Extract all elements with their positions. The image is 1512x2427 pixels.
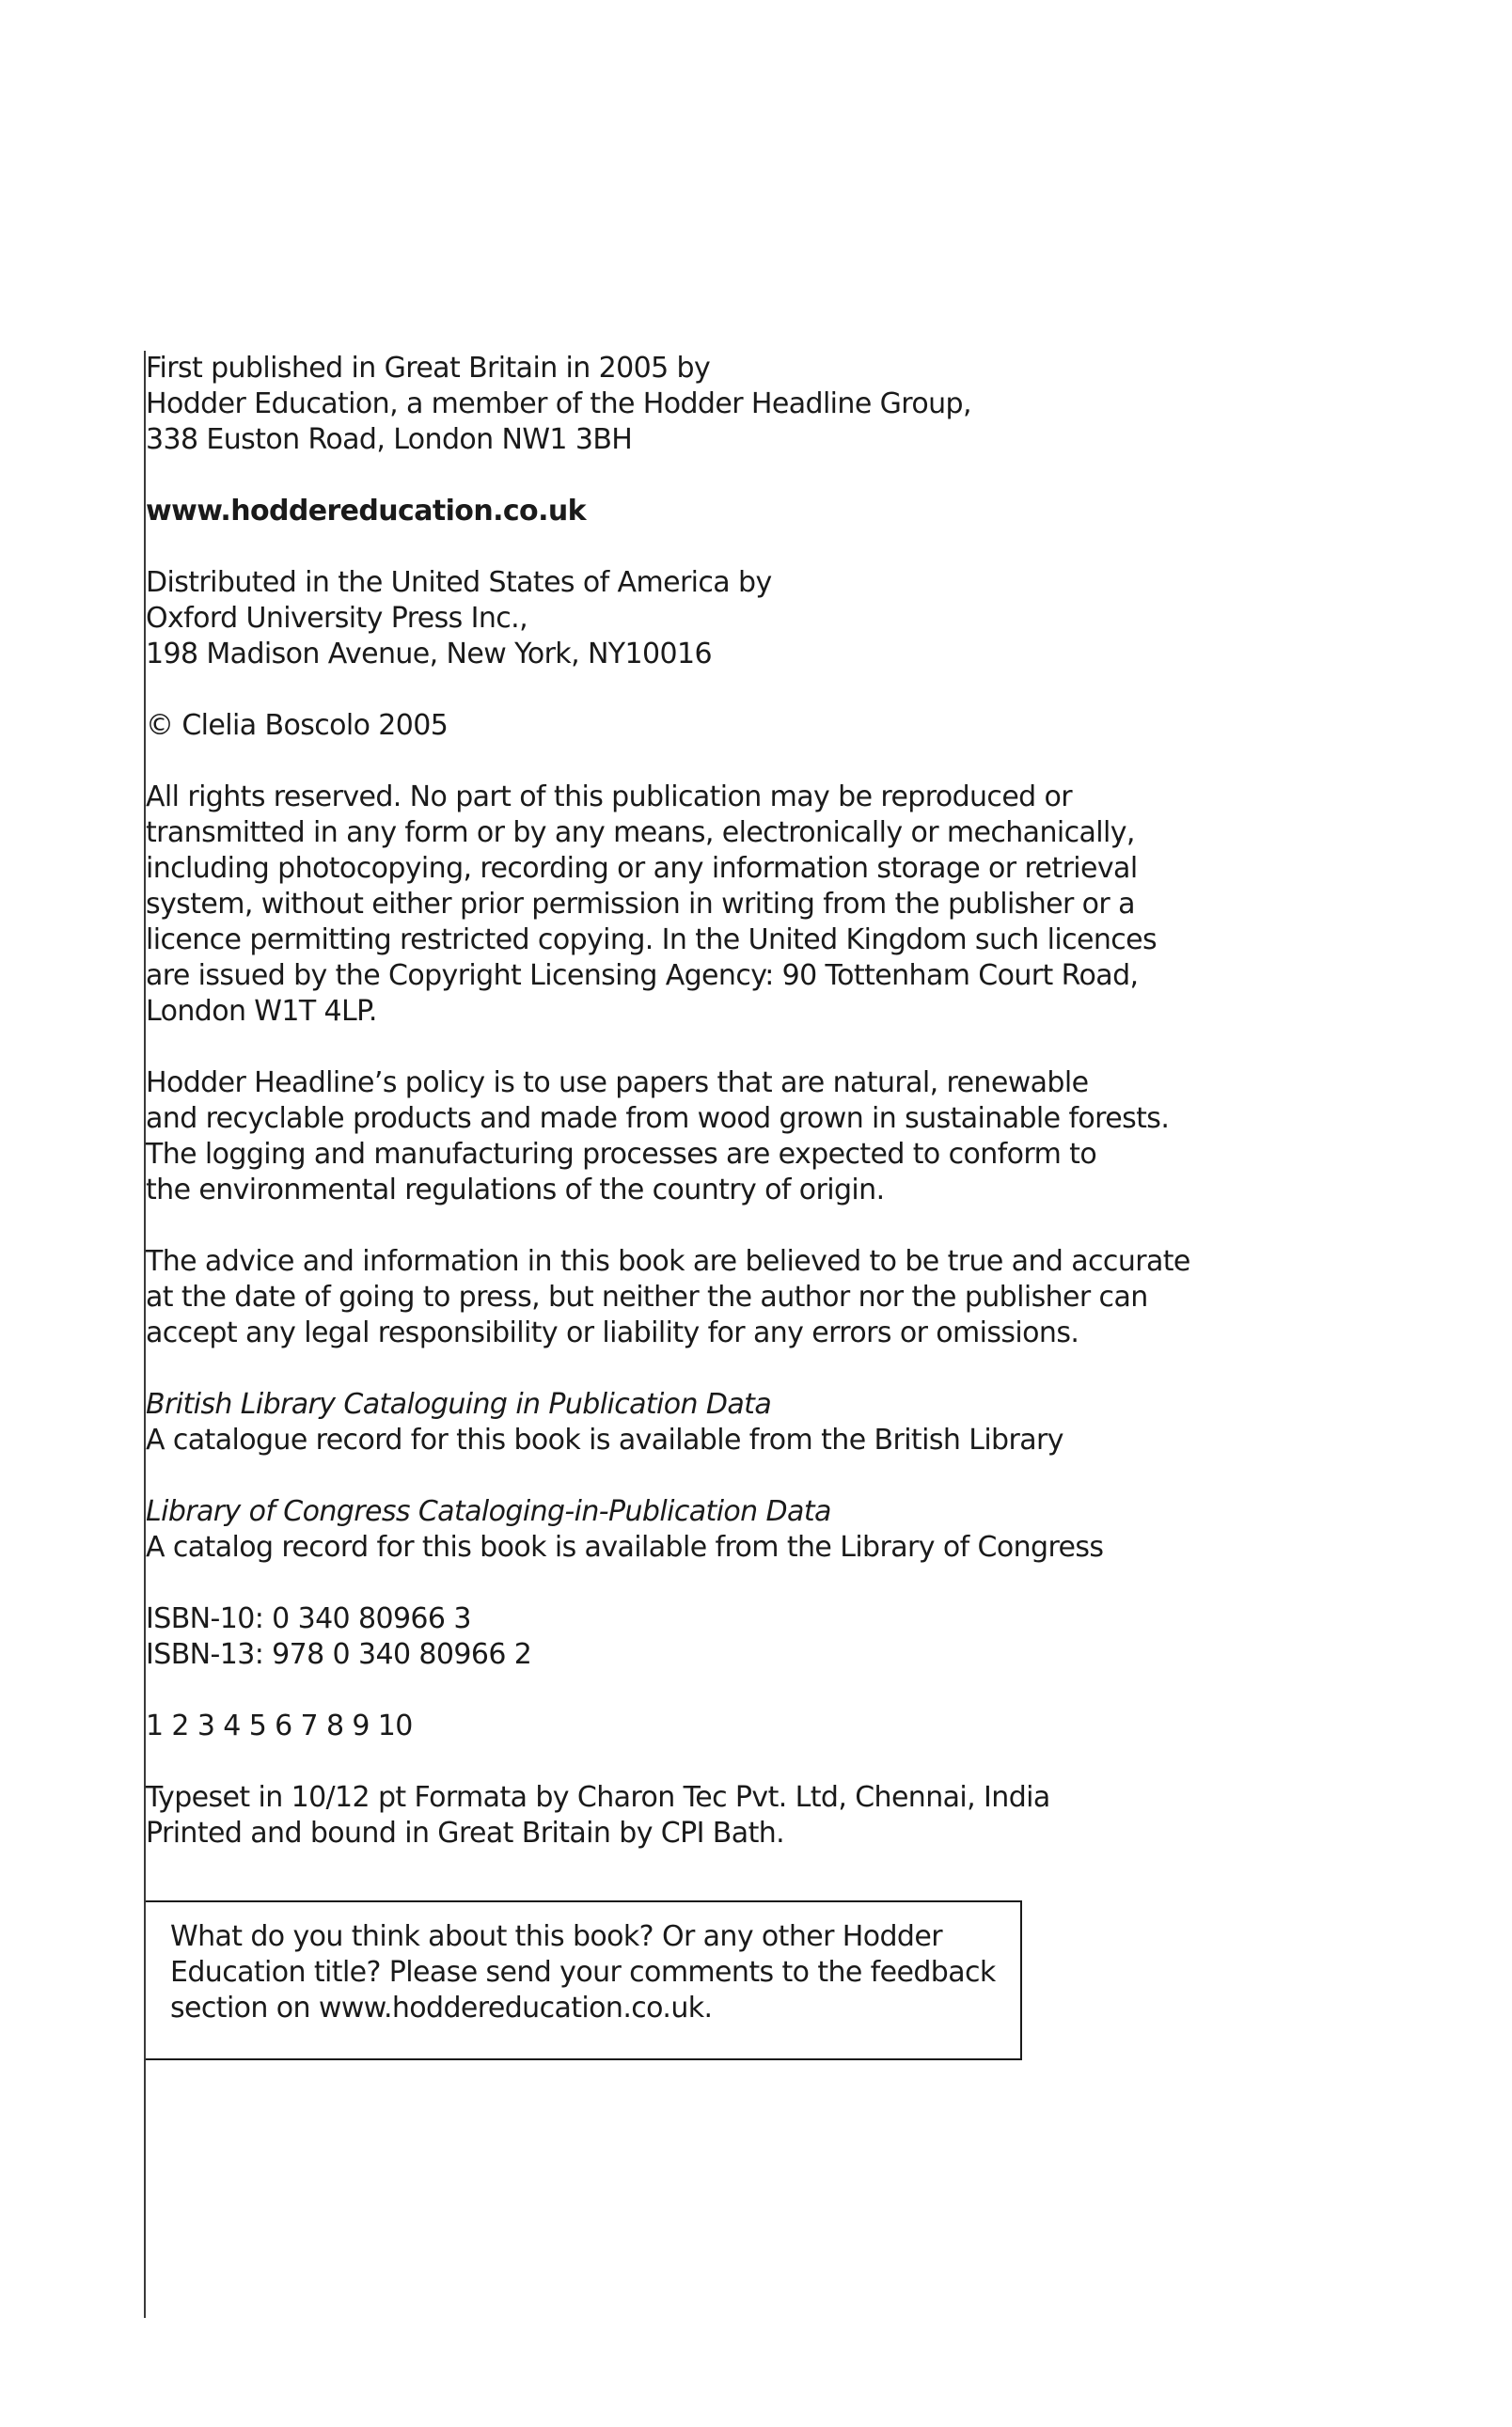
isbn-block: [146, 1601, 1255, 1673]
british-library-block: [146, 1387, 1255, 1458]
isbn-13: ISBN-13: 978 0 340 80966 2: [146, 1638, 532, 1671]
print-line-block: [146, 1709, 1255, 1744]
text-line: Printed and bound in Great Britain by CPI Bath.: [146, 1817, 785, 1850]
text-line: including photocopying, recording or any information storage or retrieval: [146, 852, 1138, 885]
text-line: are issued by the Copyright Licensing Agency: 90 Tottenham Court Road,: [146, 959, 1139, 992]
imprint-text: [146, 351, 1255, 1852]
paper-policy-block: [146, 1065, 1255, 1208]
text-line: The advice and information in this book are believed to be true and accurate: [146, 1245, 1190, 1278]
text-line: What do you think about this book? Or any other Hodder: [170, 1920, 942, 1953]
library-of-congress-heading: Library of Congress Cataloging-in-Publication Data: [146, 1495, 831, 1528]
first-published-block: [146, 351, 1255, 458]
distribution-block: [146, 565, 1255, 672]
text-line: transmitted in any form or by any means, electronically or mechanically,: [146, 816, 1135, 849]
print-line: 1 2 3 4 5 6 7 8 9 10: [146, 1710, 413, 1742]
text-line: All rights reserved. No part of this publication may be reproduced or: [146, 780, 1073, 813]
text-line: London W1T 4LP.: [146, 995, 377, 1028]
british-library-text: A catalogue record for this book is available from the British Library: [146, 1424, 1063, 1457]
copyright-notice: © Clelia Boscolo 2005: [146, 709, 449, 742]
website-block: [146, 494, 1255, 529]
text-line: Hodder Headline’s policy is to use papers that are natural, renewable: [146, 1066, 1089, 1099]
british-library-heading: British Library Cataloguing in Publication Data: [146, 1388, 772, 1421]
text-line: 338 Euston Road, London NW1 3BH: [146, 423, 633, 456]
text-line: Typeset in 10/12 pt Formata by Charon Tec Pvt. Ltd, Chennai, India: [146, 1781, 1050, 1814]
text-line: system, without either prior permission in writing from the publisher or a: [146, 888, 1135, 921]
feedback-box: [146, 1900, 1022, 2060]
text-line: accept any legal responsibility or liability for any errors or omissions.: [146, 1316, 1079, 1349]
text-line: at the date of going to press, but neither the author nor the publisher can: [146, 1281, 1148, 1314]
text-line: and recyclable products and made from wood grown in sustainable forests.: [146, 1102, 1170, 1135]
text-line: Oxford University Press Inc.,: [146, 602, 528, 635]
isbn-10: ISBN-10: 0 340 80966 3: [146, 1602, 471, 1635]
text-line: Education title? Please send your comments to the feedback: [170, 1956, 996, 1989]
text-line: the environmental regulations of the country of origin.: [146, 1174, 885, 1206]
website-link[interactable]: www.hoddereducation.co.uk: [146, 495, 586, 528]
text-line: Hodder Education, a member of the Hodder Headline Group,: [146, 387, 971, 420]
copyright-block: [146, 708, 1255, 744]
text-line: The logging and manufacturing processes are expected to conform to: [146, 1138, 1097, 1171]
text-line: Distributed in the United States of America by: [146, 566, 772, 599]
rights-block: [146, 780, 1255, 1030]
library-of-congress-text: A catalog record for this book is available from the Library of Congress: [146, 1531, 1104, 1564]
advice-block: [146, 1244, 1255, 1351]
text-line: 198 Madison Avenue, New York, NY10016: [146, 638, 712, 670]
text-line: section on www.hoddereducation.co.uk.: [170, 1992, 713, 2025]
text-line: licence permitting restricted copying. In the United Kingdom such licences: [146, 923, 1158, 956]
text-line: First published in Great Britain in 2005 by: [146, 352, 711, 385]
production-block: [146, 1780, 1255, 1852]
library-of-congress-block: [146, 1494, 1255, 1566]
